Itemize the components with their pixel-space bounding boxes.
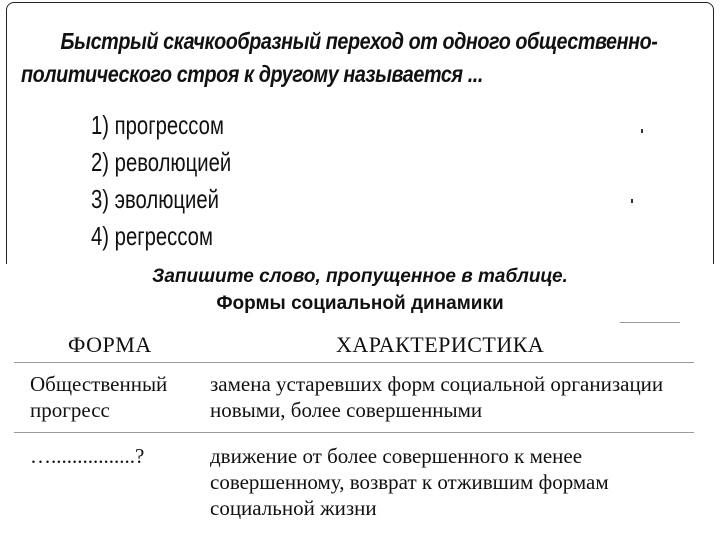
table-title: Формы социальной динамики [216, 293, 504, 314]
table-rule [14, 362, 694, 363]
answer-options [91, 107, 231, 255]
header-characteristic: ХАРАКТЕРИСТИКА [336, 332, 545, 357]
question-panel [6, 2, 714, 264]
row1-form: Общественный прогресс [30, 372, 168, 422]
option-3: 3) эволюцией [91, 184, 219, 214]
option-4: 4) регрессом [91, 221, 213, 251]
option-2: 2) революцией [91, 147, 232, 177]
row2-characteristic: движение от более совершенного к менее совершенному, возврат к отжившим формам социальной жизни [210, 444, 609, 520]
table-rule [620, 322, 680, 323]
row2-form-blank: …................? [30, 444, 145, 468]
row1-characteristic: замена устаревших форм социальной организации новыми, более совершенными [210, 372, 664, 422]
option-1: 1) прогрессом [91, 110, 224, 140]
task-instruction: Запишите слово, пропущенное в таблице. [152, 266, 568, 287]
scan-speck [631, 199, 633, 203]
table-rule [14, 432, 694, 433]
header-form: ФОРМА [68, 332, 152, 357]
question-stem: Быстрый скачкообразный переход от одного общественно-политического строя к другому называется ... [21, 28, 658, 87]
scan-speck [641, 129, 643, 133]
